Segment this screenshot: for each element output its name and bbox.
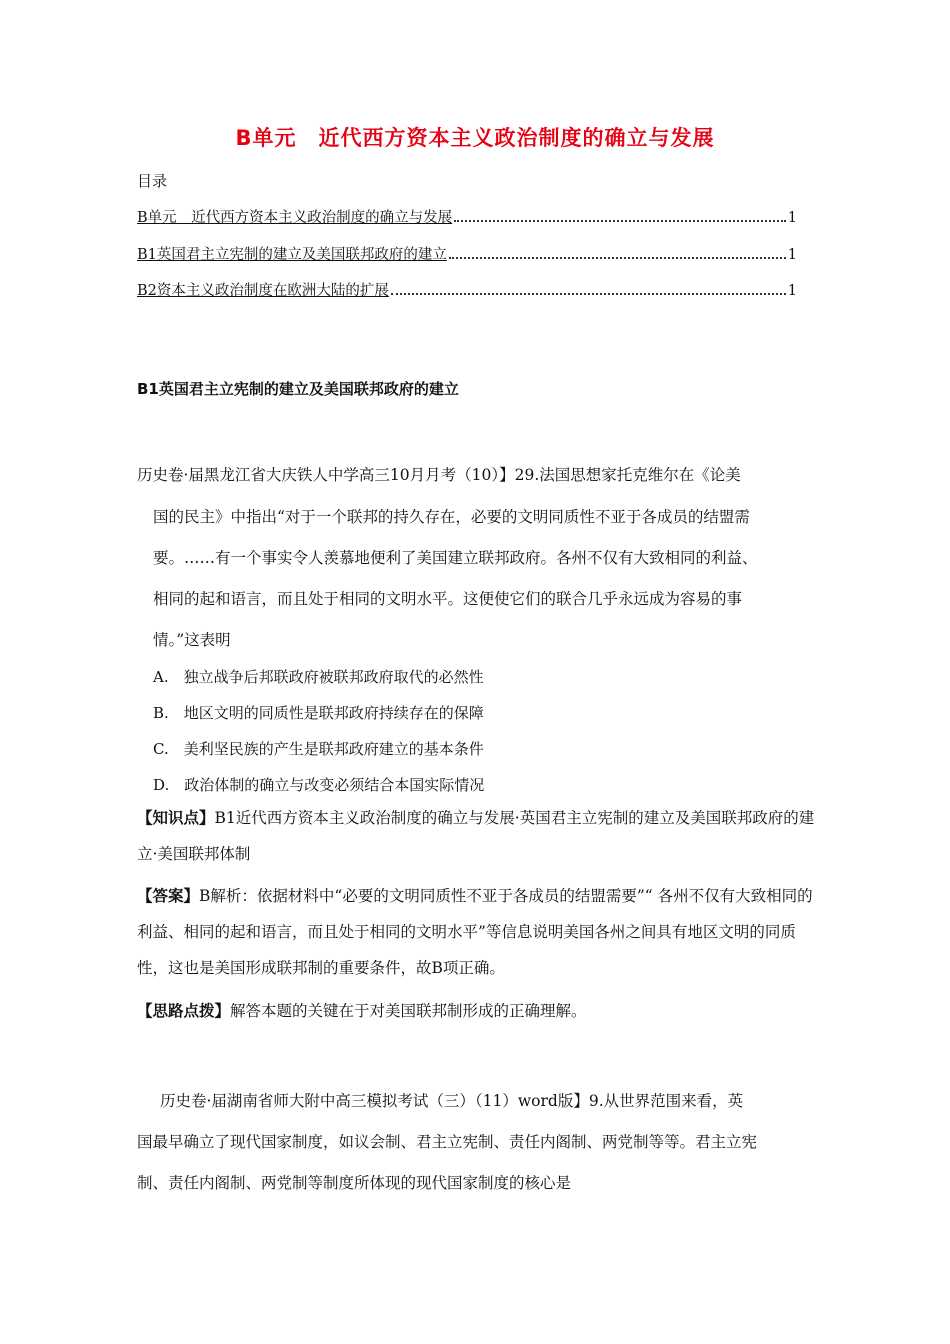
hint-text: 解答本题的关键在于对美国联邦制形成的正确理解。	[230, 1002, 587, 1020]
question-line: 制、责任内阁制、两党制等制度所体现的现代国家制度的核心是	[137, 1174, 572, 1192]
answer	[137, 878, 817, 986]
option-d: D. 政治体制的确立与改变必须结合本国实际情况	[153, 776, 485, 794]
option-a: A. 独立战争后邦联政府被联邦政府取代的必然性	[153, 668, 484, 686]
toc-leader	[391, 293, 786, 295]
toc-link[interactable]: B2资本主义政治制度在欧洲大陆的扩展	[137, 283, 389, 299]
question-line: 国的民主》中指出“对于一个联邦的持久存在，必要的文明同质性不亚于各成员的结盟需	[153, 508, 750, 526]
toc-entry[interactable]	[137, 279, 797, 301]
option-b: B. 地区文明的同质性是联邦政府持续存在的保障	[153, 704, 484, 722]
toc-label: 目录	[137, 172, 168, 190]
hint	[137, 993, 817, 1029]
toc-page-number: 1	[787, 283, 797, 299]
toc-entry[interactable]	[137, 206, 797, 228]
toc-entry[interactable]	[137, 243, 797, 265]
hint-label: 【思路点拨】	[137, 1001, 231, 1020]
answer-label: 【答案】	[137, 886, 200, 905]
answer-text: B解析：依据材料中“必要的文明同质性不亚于各成员的结盟需要”“ 各州不仅有大致相同的利益、相同的起和语言，而且处于相同的文明水平”等信息说明美国各州之间具有地区文明的同质性，这也是美国形成联邦制的重要条件，故B项正确。	[137, 887, 813, 977]
question-line: 历史卷·届黑龙江省大庆铁人中学高三10月月考（10）】29.法国思想家托克维尔在《论美	[137, 466, 741, 484]
toc-link[interactable]: B单元 近代西方资本主义政治制度的确立与发展	[137, 210, 453, 226]
question-line: 历史卷·届湖南省师大附中高三模拟考试（三）（11）word版】9.从世界范围来看，英	[160, 1092, 744, 1110]
question-line: 要。……有一个事实令人羡慕地便利了美国建立联邦政府。各州不仅有大致相同的利益、	[153, 549, 758, 567]
toc-page-number: 1	[787, 210, 797, 226]
knowledge-point	[137, 800, 817, 872]
toc-leader	[454, 220, 786, 222]
option-c: C. 美利坚民族的产生是联邦政府建立的基本条件	[153, 740, 484, 758]
section-heading: B1英国君主立宪制的建立及美国联邦政府的建立	[137, 380, 459, 398]
toc-leader	[449, 257, 786, 259]
question-line: 相同的起和语言，而且处于相同的文明水平。这便使它们的联合几乎永远成为容易的事	[153, 590, 743, 608]
knowledge-label: 【知识点】	[137, 808, 215, 827]
question-line: 国最早确立了现代国家制度，如议会制、君主立宪制、责任内阁制、两党制等等。君主立宪	[137, 1133, 758, 1151]
toc-page-number: 1	[787, 247, 797, 263]
question-line: 情。”这表明	[153, 631, 231, 649]
knowledge-text: B1近代西方资本主义政治制度的确立与发展·英国君主立宪制的建立及美国联邦政府的建立·美国联邦体制	[137, 809, 815, 863]
page-title: B单元 近代西方资本主义政治制度的确立与发展	[235, 126, 715, 150]
toc-link[interactable]: B1英国君主立宪制的建立及美国联邦政府的建立	[137, 247, 447, 263]
